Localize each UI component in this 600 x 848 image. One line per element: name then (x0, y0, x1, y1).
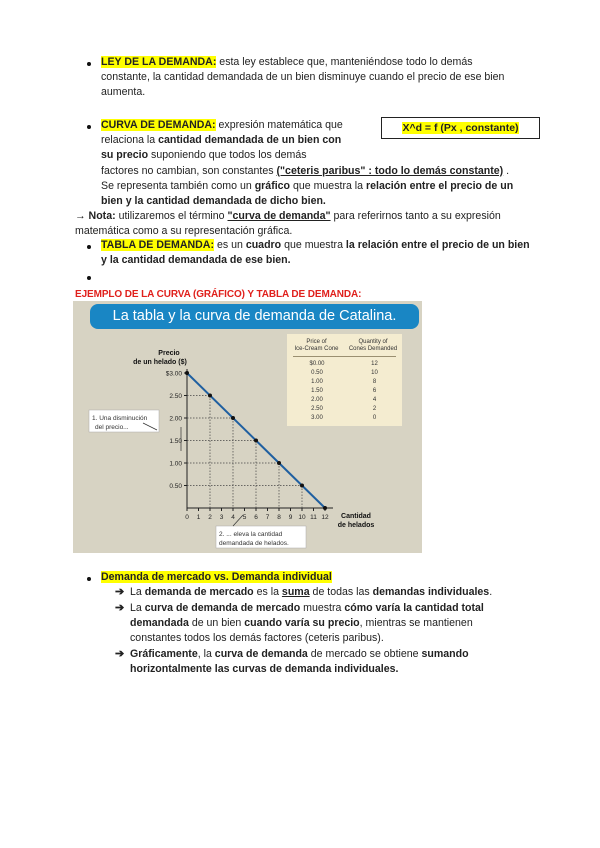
figure-banner: La tabla y la curva de demanda de Catalina. (90, 304, 419, 329)
bullet-icon (87, 125, 91, 129)
bullet-icon (87, 577, 91, 581)
curva-text: Se representa también como un (101, 179, 255, 192)
ejemplo-title: EJEMPLO DE LA CURVA (GRÁFICO) Y TABLA DE DEMANDA: (75, 289, 362, 300)
table-cell-quantity: 0 (372, 415, 377, 421)
data-point (277, 461, 281, 465)
annotation-text: 1. Una disminución (92, 415, 148, 422)
table-cell-quantity: 10 (371, 370, 378, 376)
y-axis-label: de un helado ($) (133, 359, 187, 366)
data-point (208, 394, 212, 398)
x-tick-label: 3 (219, 514, 224, 521)
table-header-price: Price of Ice-Cream Cone (294, 339, 339, 352)
mercado-point-2: La curva de demanda de mercado muestra cómo varía la cantidad total demandada de un bien cuando varía su precio, mientras se mantienen constantes todos los demás factores (ceteris paribus). (130, 602, 484, 645)
curva-text: su precio (101, 149, 149, 162)
annotation-text: demandada de helados. (219, 540, 289, 547)
table-cell-quantity: 2 (372, 406, 377, 412)
nota-text: matemática como a su representación gráfica. (75, 225, 293, 238)
x-tick-label: 10 (298, 514, 306, 521)
data-point (323, 506, 327, 510)
table-cell-quantity: 8 (372, 379, 377, 385)
tabla-label: TABLA DE DEMANDA: (101, 239, 214, 251)
bullet-icon (87, 62, 91, 66)
formula-box (381, 117, 540, 139)
x-tick-label: 6 (254, 514, 258, 521)
x-tick-label: 7 (265, 514, 270, 521)
ley-label: LEY DE LA DEMANDA: (101, 56, 217, 68)
curva-text: suponiendo que todos los demás (148, 149, 307, 162)
y-tick-label: 0.50 (169, 483, 182, 490)
x-tick-label: 12 (321, 514, 329, 521)
nota-paragraph (75, 209, 501, 239)
bullet-icon (87, 245, 91, 249)
table-cell-price: 0.50 (311, 370, 323, 376)
data-point (231, 416, 235, 420)
table-cell-price: 3.00 (311, 415, 323, 421)
y-tick-label: 2.50 (169, 393, 182, 400)
annotation-text: 2. ... eleva la cantidad (219, 531, 283, 538)
curva-text: que muestra la (290, 179, 366, 192)
data-point (300, 484, 304, 488)
y-tick-label: 2.00 (169, 415, 182, 423)
x-tick-label: 2 (208, 514, 212, 521)
table-cell-price: 2.50 (311, 406, 323, 412)
table-cell-quantity: 6 (372, 388, 377, 394)
ley-text: esta ley establece que, manteniéndose todo lo demás (216, 56, 473, 68)
arrow-icon: ➔ (115, 602, 125, 614)
ceteris-paribus-text: ("ceteris paribus" : todo lo demás constante) (276, 164, 504, 177)
x-tick-label: 5 (242, 514, 247, 521)
nota-text: utilizaremos el término (115, 210, 228, 222)
y-tick-label: 1.00 (169, 460, 182, 468)
curva-text: . (503, 164, 510, 177)
curva-text: gráfico (254, 179, 291, 192)
mercado-point-3: Gráficamente, la curva de demanda de mercado se obtiene sumando horizontalmente las curvas de demanda individuales. (130, 648, 469, 676)
mercado-title-text: Demanda de mercado vs. Demanda individual (101, 571, 332, 583)
x-tick-label: 0 (185, 514, 189, 521)
curva-text: expresión matemática que (215, 119, 343, 131)
arrow-icon: ➔ (115, 648, 125, 660)
nota-label: Nota: (88, 210, 116, 222)
x-tick-label: 4 (231, 514, 235, 521)
tabla-text: que muestra (281, 239, 346, 251)
y-tick-label: 1.50 (169, 438, 182, 445)
table-cell-price: 1.00 (311, 379, 323, 385)
table-cell-price: 2.00 (311, 397, 323, 403)
arrow-icon: → (75, 210, 89, 222)
demand-figure (73, 301, 422, 553)
mercado-title (101, 570, 332, 585)
tabla-text: la relación entre el precio de un bien (345, 239, 530, 251)
y-tick-label: $3.00 (165, 370, 182, 378)
x-tick-label: 11 (310, 514, 317, 521)
ley-text: aumenta. (101, 86, 146, 99)
tabla-demanda-paragraph (101, 238, 530, 268)
nota-text: "curva de demanda" (227, 210, 331, 222)
x-tick-label: 1 (196, 514, 201, 521)
curva-text: relación entre el precio de un (366, 179, 514, 192)
curva-text: factores no cambian, son constantes (101, 164, 277, 177)
empty-bullet-icon (87, 276, 91, 280)
ley-text: constante, la cantidad demandada de un bien disminuye cuando el precio de ese bien (101, 71, 505, 84)
curva-text: cantidad demandada de un bien con (158, 134, 342, 147)
x-axis-label: de helados (337, 522, 375, 529)
curva-text: bien y la cantidad demandada de dicho bien. (101, 195, 326, 208)
formula-text: X^d = f (Px , constante) (402, 122, 519, 134)
data-point (185, 371, 189, 375)
tabla-text: cuadro (245, 239, 282, 251)
table-header-quantity: Quantity of Cones Demanded (348, 339, 398, 352)
y-axis-label: Precio (158, 350, 180, 357)
nota-text: para referirnos tanto a su expresión (330, 210, 501, 222)
arrow-icon: ➔ (115, 586, 125, 598)
table-cell-price: 1.50 (311, 388, 323, 394)
table-cell-quantity: 12 (371, 361, 378, 367)
mercado-point-1: La demanda de mercado es la suma de todas las demandas individuales. (130, 586, 493, 598)
ley-demanda-paragraph (101, 55, 504, 101)
x-tick-label: 8 (277, 514, 281, 521)
annotation-text: del precio... (95, 424, 129, 431)
table-cell-price: $0.00 (309, 361, 325, 367)
demand-curve-chart (73, 301, 422, 553)
table-cell-quantity: 4 (372, 397, 377, 403)
curva-label: CURVA DE DEMANDA: (101, 119, 216, 131)
data-point (254, 439, 258, 443)
curva-text: relaciona la (101, 134, 159, 147)
tabla-text: es un (214, 239, 246, 251)
tabla-text: y la cantidad demandada de ese bien. (101, 254, 291, 267)
x-tick-label: 9 (288, 514, 293, 521)
x-axis-label: Cantidad (341, 513, 371, 520)
